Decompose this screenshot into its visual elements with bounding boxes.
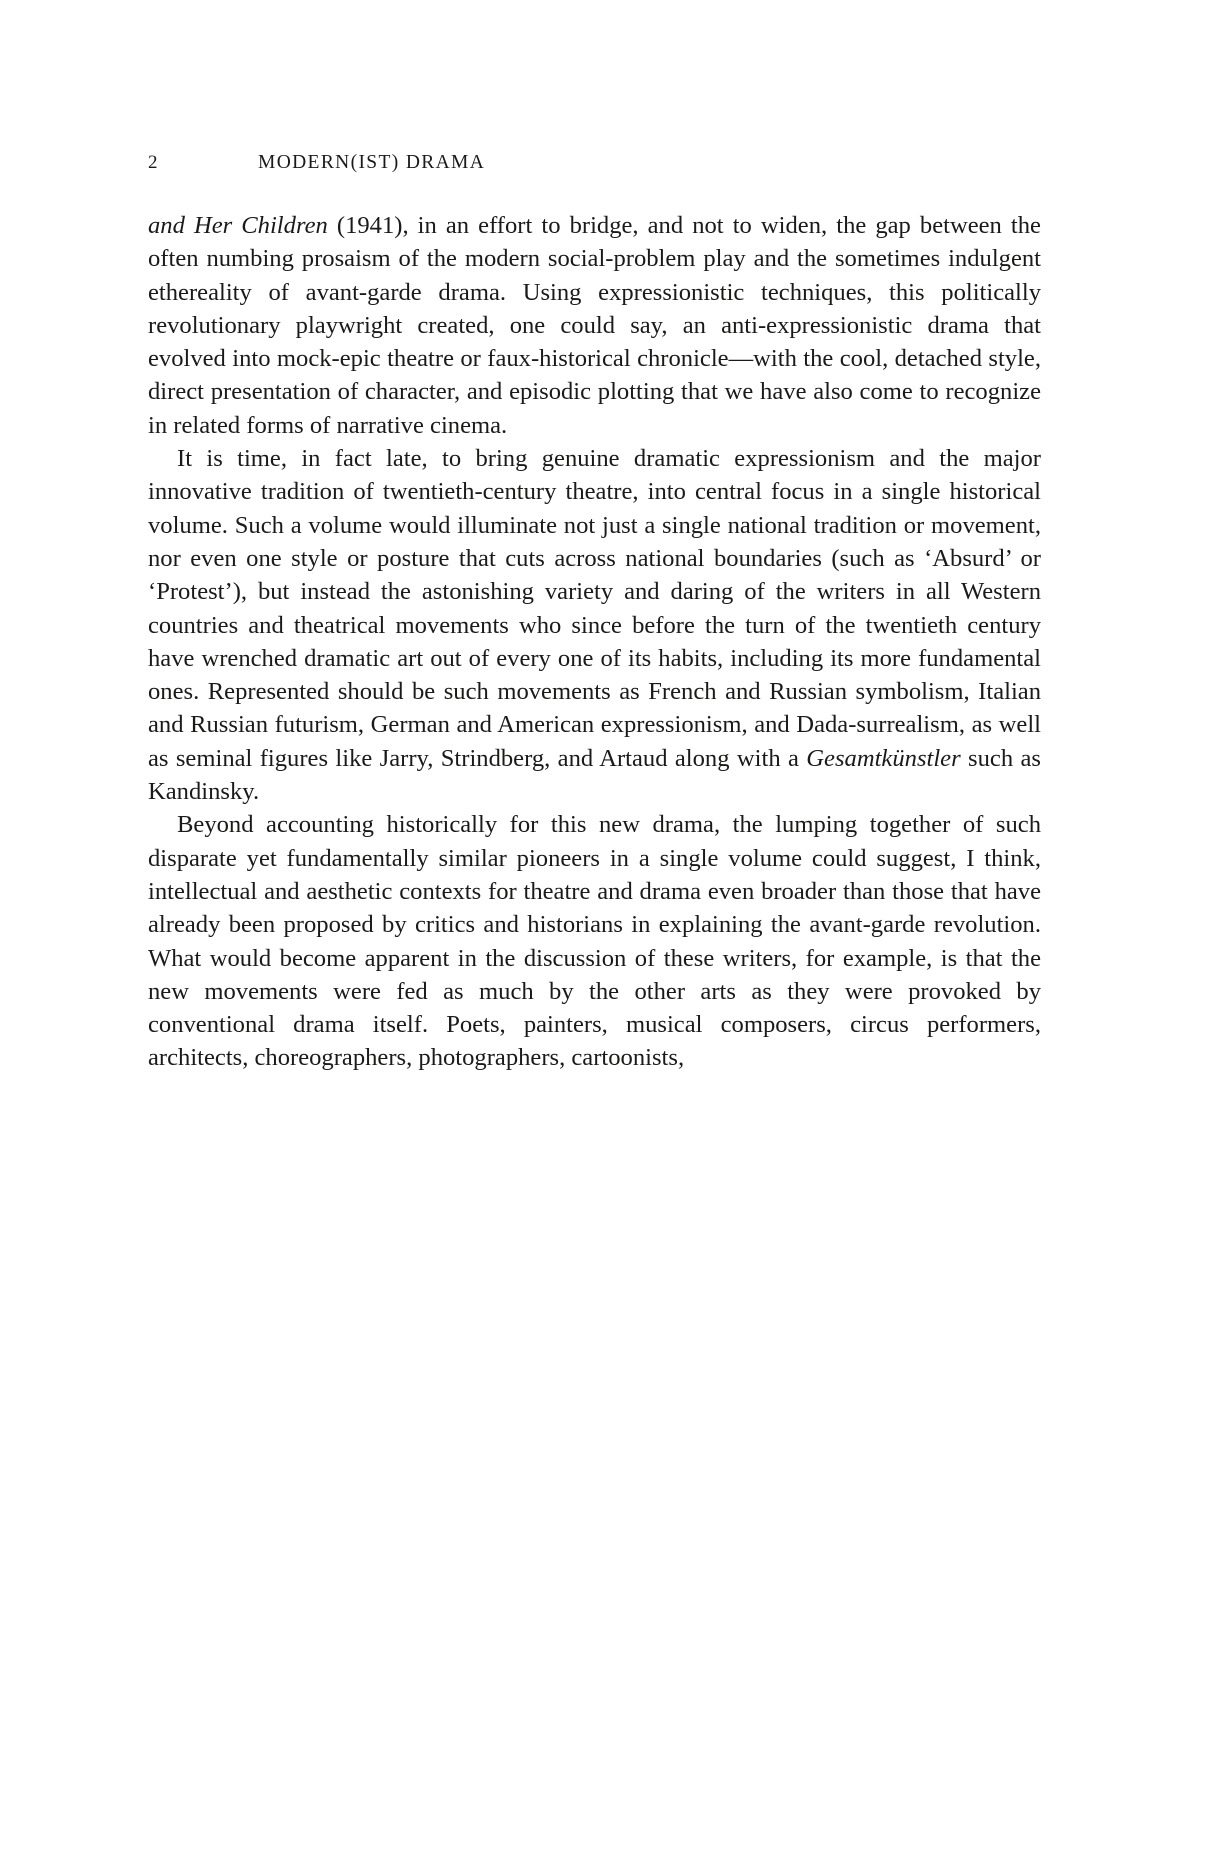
text-run: such as Kandinsky.: [148, 744, 1041, 806]
text-run: Beyond accounting historically for this new drama, the lumping together of such disparate yet fundamentally similar pioneers in a single volume could suggest, I think, intellectual and aesthetic contexts for theatre and drama even broader than those that have already been proposed by critics and historians in explaining the avant-garde revolution. What would become apparent in the discussion of these writers, for example, is that the new movements were fed as much by the other arts as they were provoked by conventional drama itself. Poets, painters, musical composers, circus performers, architects, choreographers, photographers, cartoonists,: [148, 811, 1041, 1072]
paragraph-para-3: [148, 808, 1041, 1074]
body-text-block: [148, 209, 1041, 1075]
italic-run: Gesamtkünstler: [806, 744, 961, 772]
paragraph-para-1: [148, 209, 1041, 442]
running-head: [148, 152, 1040, 178]
paragraph-para-2: [148, 442, 1041, 808]
running-head-title: MODERN(IST) DRAMA: [258, 152, 486, 173]
italic-run: and Her Children: [148, 212, 328, 239]
text-run: It is time, in fact late, to bring genuine dramatic expressionism and the major innovative tradition of twentieth-century theatre, into central focus in a single historical volume. Such a volume would illuminate not just a single national tradition or movement, nor even one style or posture that cuts across national boundaries (such as ‘Absurd’ or ‘Protest’), but instead the astonishing variety and daring of the writers in all Western countries and theatrical movements who since before the turn of the twentieth century have wrenched dramatic art out of every one of its habits, including its more fundamental ones. Represented should be such movements as French and Russian symbolism, Italian and Russian futurism, German and American expressionism, and Dada-surrealism, as well as seminal figures like Jarry, Strindberg, and Artaud along with a: [148, 445, 1041, 772]
text-run: (1941), in an effort to bridge, and not to widen, the gap between the often numbing prosaism of the modern social-problem play and the sometimes indulgent ethereality of avant-garde drama. Using expressionistic techniques, this politically revolutionary playwright created, one could say, an anti-expressionistic drama that evolved into mock-epic theatre or faux-historical chronicle—with the cool, detached style, direct presentation of character, and episodic plotting that we have also come to recognize in related forms of narrative cinema.: [148, 212, 1041, 439]
page-number: 2: [148, 152, 158, 173]
